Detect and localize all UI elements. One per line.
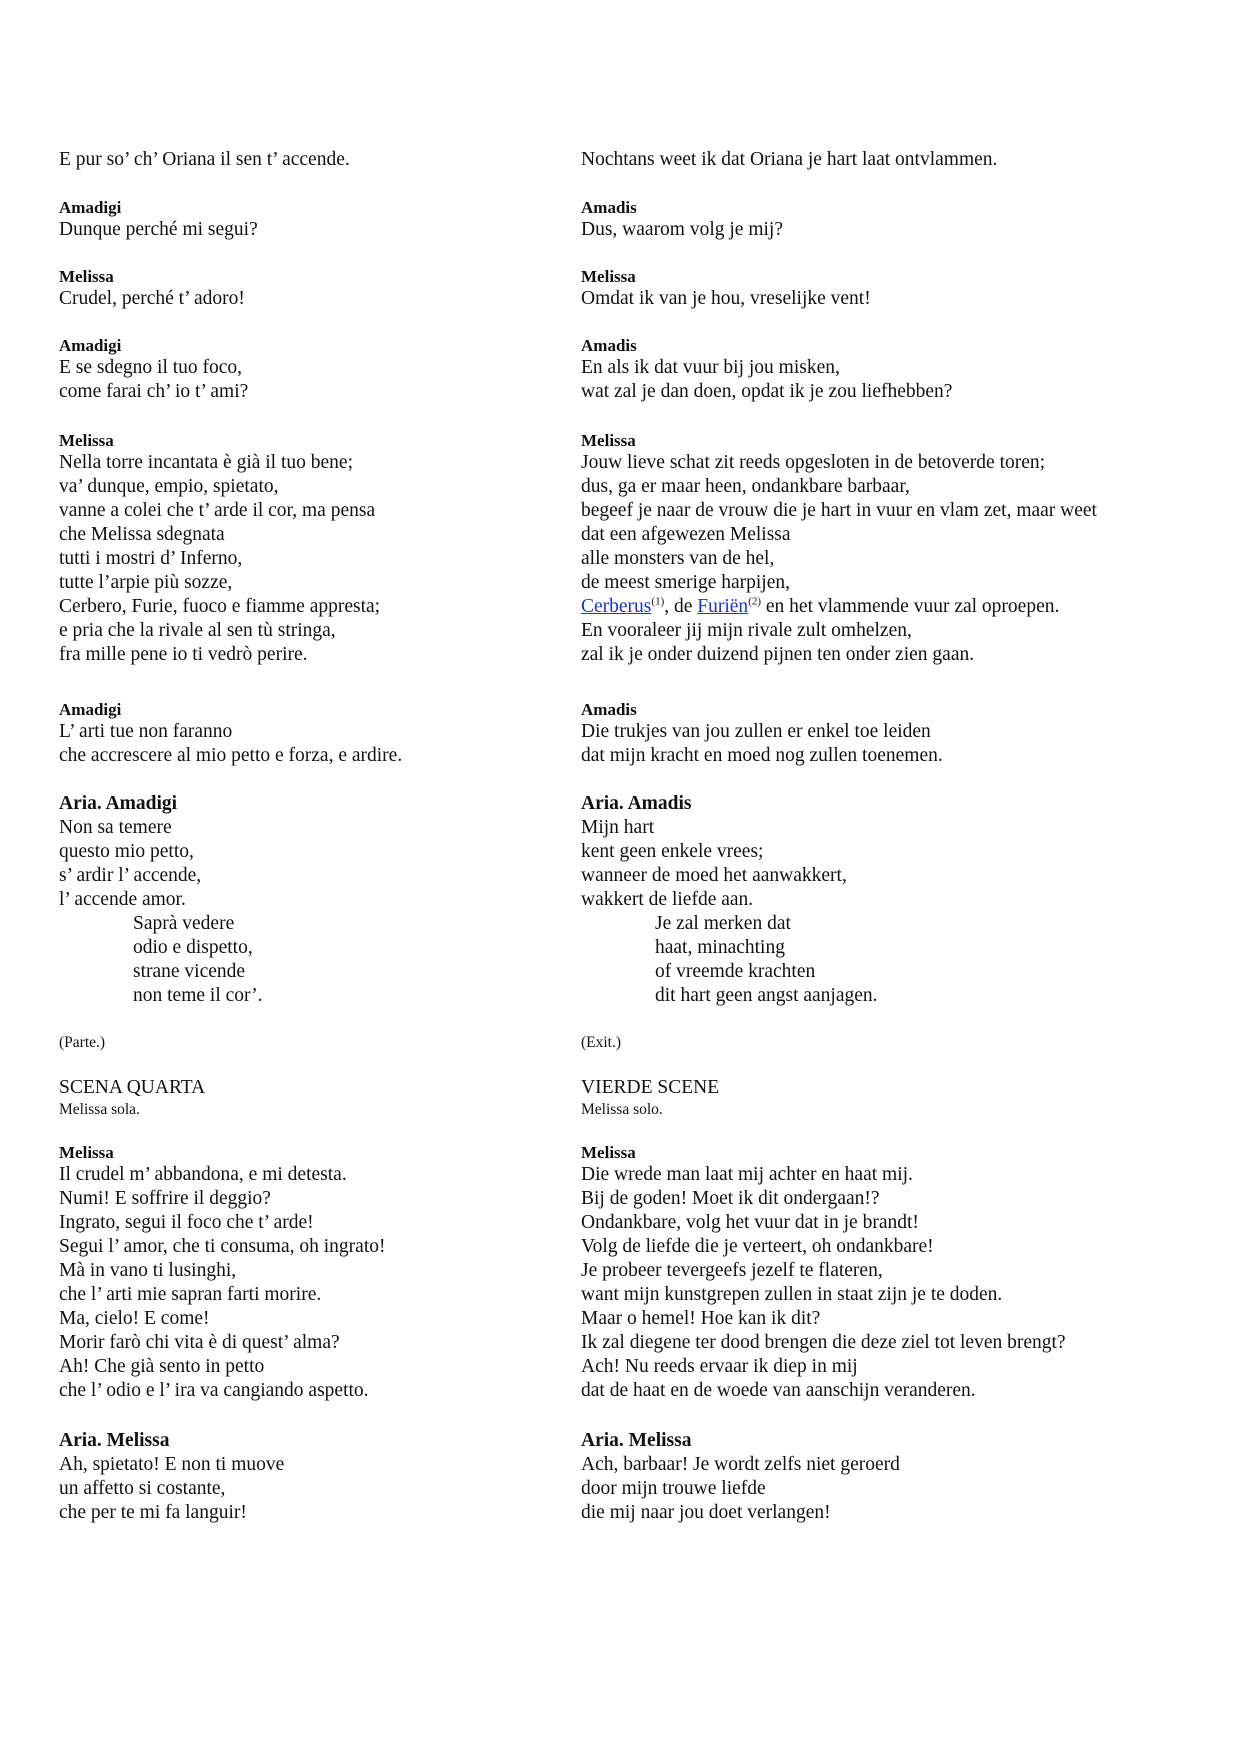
verse-line: Ondankbare, volg het vuur dat in je brandt! bbox=[581, 1212, 919, 1233]
indented-verse-line: Saprà vedere bbox=[133, 913, 235, 934]
verse-line: che l’ odio e l’ ira va cangiando aspetto. bbox=[59, 1380, 369, 1401]
aria-title: Aria. Amadis bbox=[581, 793, 692, 814]
verse-line: Morir farò chi vita è di quest’ alma? bbox=[59, 1332, 340, 1353]
it-block-5 bbox=[59, 431, 559, 667]
verse-line: Ah! Che già sento in petto bbox=[59, 1356, 265, 1377]
verse-line: wanneer de moed het aanwakkert, bbox=[581, 865, 847, 886]
indented-verse-line: strane vicende bbox=[133, 961, 246, 982]
footnote-marker-1: (1) bbox=[651, 595, 665, 608]
verse-line: che Melissa sdegnata bbox=[59, 524, 225, 545]
verse-line: Die trukjes van jou zullen er enkel toe leiden bbox=[581, 721, 931, 742]
verse-line: Volg de liefde die je verteert, oh ondankbare! bbox=[581, 1236, 934, 1257]
scene-heading: VIERDE SCENE bbox=[581, 1077, 720, 1098]
aria-title: Aria. Melissa bbox=[581, 1430, 692, 1451]
nl-block-6 bbox=[581, 700, 1181, 768]
verse-line: Crudel, perché t’ adoro! bbox=[59, 288, 245, 309]
verse-line: Nochtans weet ik dat Oriana je hart laat ontvlammen. bbox=[581, 149, 998, 170]
indented-verse-line: odio e dispetto, bbox=[133, 937, 253, 958]
indented-verse-line: dit hart geen angst aanjagen. bbox=[655, 985, 878, 1006]
verse-line: want mijn kunstgrepen zullen in staat zijn je te doden. bbox=[581, 1284, 1003, 1305]
verse-line: Nella torre incantata è già il tuo bene; bbox=[59, 452, 353, 473]
aria-title: Aria. Melissa bbox=[59, 1430, 170, 1451]
verse-line: va’ dunque, empio, spietato, bbox=[59, 476, 279, 497]
speaker-name: Amadis bbox=[581, 336, 637, 355]
verse-line: come farai ch’ io t’ ami? bbox=[59, 381, 249, 402]
stage-direction: (Parte.) bbox=[59, 1034, 106, 1051]
verse-line: fra mille pene io ti vedrò perire. bbox=[59, 644, 308, 665]
it-scene-heading-block bbox=[59, 1076, 559, 1120]
it-block-10 bbox=[59, 1143, 559, 1403]
indented-verse-line: Je zal merken dat bbox=[655, 913, 791, 934]
cerberus-link[interactable]: Cerberus bbox=[581, 596, 652, 617]
verse-line: dat een afgewezen Melissa bbox=[581, 524, 791, 545]
verse-line: e pria che la rivale al sen tù stringa, bbox=[59, 620, 336, 641]
verse-line: Segui l’ amor, che ti consuma, oh ingrato! bbox=[59, 1236, 386, 1257]
nl-aria-amadis bbox=[581, 792, 1181, 1008]
speaker-name: Amadigi bbox=[59, 198, 122, 217]
verse-line: Jouw lieve schat zit reeds opgesloten in de betoverde toren; bbox=[581, 452, 1046, 473]
speaker-name: Melissa bbox=[59, 267, 114, 286]
it-block-4 bbox=[59, 336, 559, 404]
verse-line: Non sa temere bbox=[59, 817, 172, 838]
it-aria-melissa bbox=[59, 1429, 559, 1525]
scene-subtitle: Melissa sola. bbox=[59, 1101, 140, 1118]
nl-block-1 bbox=[581, 148, 1181, 172]
verse-line: Die wrede man laat mij achter en haat mij. bbox=[581, 1164, 913, 1185]
verse-line: dus, ga er maar heen, ondankbare barbaar, bbox=[581, 476, 910, 497]
verse-line: dat de haat en de woede van aanschijn veranderen. bbox=[581, 1380, 976, 1401]
verse-line: Je probeer tevergeefs jezelf te flateren, bbox=[581, 1260, 883, 1281]
verse-line: Ah, spietato! E non ti muove bbox=[59, 1454, 285, 1475]
verse-line: tutti i mostri d’ Inferno, bbox=[59, 548, 243, 569]
verse-line: L’ arti tue non faranno bbox=[59, 721, 233, 742]
furien-link[interactable]: Furiën bbox=[697, 596, 749, 617]
verse-line: die mij naar jou doet verlangen! bbox=[581, 1502, 831, 1523]
speaker-name: Melissa bbox=[581, 1143, 636, 1162]
indented-verse-line: haat, minachting bbox=[655, 937, 785, 958]
speaker-name: Amadis bbox=[581, 700, 637, 719]
verse-line: Ma, cielo! E come! bbox=[59, 1308, 210, 1329]
it-stage-direction bbox=[59, 1033, 559, 1053]
verse-line: Mà in vano ti lusinghi, bbox=[59, 1260, 237, 1281]
link-separator-text: , de bbox=[664, 596, 698, 617]
verse-line: de meest smerige harpijen, bbox=[581, 572, 791, 593]
verse-line: s’ ardir l’ accende, bbox=[59, 865, 202, 886]
it-block-6 bbox=[59, 700, 559, 768]
verse-line: dat mijn kracht en moed nog zullen toenemen. bbox=[581, 745, 943, 766]
verse-line: Mijn hart bbox=[581, 817, 655, 838]
verse-line: En als ik dat vuur bij jou misken, bbox=[581, 357, 840, 378]
indented-verse-line: non teme il cor’. bbox=[133, 985, 263, 1006]
speaker-name: Melissa bbox=[59, 1143, 114, 1162]
verse-line: questo mio petto, bbox=[59, 841, 194, 862]
verse-line: wakkert de liefde aan. bbox=[581, 889, 754, 910]
indented-verse-line: of vreemde krachten bbox=[655, 961, 816, 982]
verse-line: begeef je naar de vrouw die je hart in vuur en vlam zet, maar weet bbox=[581, 500, 1097, 521]
verse-line: En vooraleer jij mijn rivale zult omhelzen, bbox=[581, 620, 912, 641]
verse-line: E pur so’ ch’ Oriana il sen t’ accende. bbox=[59, 149, 350, 170]
it-aria-amadigi bbox=[59, 792, 559, 1008]
speaker-name: Amadigi bbox=[59, 336, 122, 355]
verse-line: wat zal je dan doen, opdat ik je zou liefhebben? bbox=[581, 381, 953, 402]
verse-line: Numi! E soffrire il deggio? bbox=[59, 1188, 271, 1209]
verse-line-tail: en het vlammende vuur zal oproepen. bbox=[761, 596, 1060, 617]
nl-stage-direction bbox=[581, 1033, 1181, 1053]
verse-line: Maar o hemel! Hoe kan ik dit? bbox=[581, 1308, 821, 1329]
nl-block-4 bbox=[581, 336, 1181, 404]
verse-line: che accrescere al mio petto e forza, e ardire. bbox=[59, 745, 403, 766]
speaker-name: Amadis bbox=[581, 198, 637, 217]
verse-line: E se sdegno il tuo foco, bbox=[59, 357, 243, 378]
verse-line: Omdat ik van je hou, vreselijke vent! bbox=[581, 288, 871, 309]
verse-line: Ach! Nu reeds ervaar ik diep in mij bbox=[581, 1356, 858, 1377]
verse-line: vanne a colei che t’ arde il cor, ma pensa bbox=[59, 500, 376, 521]
it-block-2 bbox=[59, 198, 559, 242]
nl-aria-melissa bbox=[581, 1429, 1181, 1525]
verse-line: kent geen enkele vrees; bbox=[581, 841, 764, 862]
verse-line: zal ik je onder duizend pijnen ten onder zien gaan. bbox=[581, 644, 975, 665]
verse-line: tutte l’arpie più sozze, bbox=[59, 572, 233, 593]
verse-line: alle monsters van de hel, bbox=[581, 548, 775, 569]
verse-line: un affetto si costante, bbox=[59, 1478, 226, 1499]
verse-line: Dus, waarom volg je mij? bbox=[581, 219, 783, 240]
speaker-name: Melissa bbox=[581, 267, 636, 286]
stage-direction: (Exit.) bbox=[581, 1034, 622, 1051]
verse-line: l’ accende amor. bbox=[59, 889, 186, 910]
it-block-1 bbox=[59, 148, 559, 172]
aria-title: Aria. Amadigi bbox=[59, 793, 178, 814]
verse-line-with-links bbox=[581, 595, 1181, 619]
nl-block-10 bbox=[581, 1143, 1181, 1403]
speaker-name: Melissa bbox=[581, 431, 636, 450]
verse-line: Dunque perché mi segui? bbox=[59, 219, 258, 240]
speaker-name: Melissa bbox=[59, 431, 114, 450]
scene-heading: SCENA QUARTA bbox=[59, 1077, 206, 1098]
verse-line: Ach, barbaar! Je wordt zelfs niet geroerd bbox=[581, 1454, 900, 1475]
it-block-3 bbox=[59, 267, 559, 311]
verse-line: door mijn trouwe liefde bbox=[581, 1478, 766, 1499]
verse-line: Il crudel m’ abbandona, e mi detesta. bbox=[59, 1164, 347, 1185]
footnote-marker-2: (2) bbox=[748, 595, 762, 608]
nl-block-3 bbox=[581, 267, 1181, 311]
verse-line: Ingrato, segui il foco che t’ arde! bbox=[59, 1212, 314, 1233]
nl-block-2 bbox=[581, 198, 1181, 242]
scene-subtitle: Melissa solo. bbox=[581, 1101, 663, 1118]
verse-line: che l’ arti mie sapran farti morire. bbox=[59, 1284, 322, 1305]
verse-line: Bij de goden! Moet ik dit ondergaan!? bbox=[581, 1188, 880, 1209]
nl-scene-heading-block bbox=[581, 1076, 1181, 1120]
verse-line: Ik zal diegene ter dood brengen die deze ziel tot leven brengt? bbox=[581, 1332, 1066, 1353]
verse-line: Cerbero, Furie, fuoco e fiamme appresta; bbox=[59, 596, 381, 617]
nl-block-5 bbox=[581, 431, 1181, 667]
verse-line: che per te mi fa languir! bbox=[59, 1502, 247, 1523]
speaker-name: Amadigi bbox=[59, 700, 122, 719]
